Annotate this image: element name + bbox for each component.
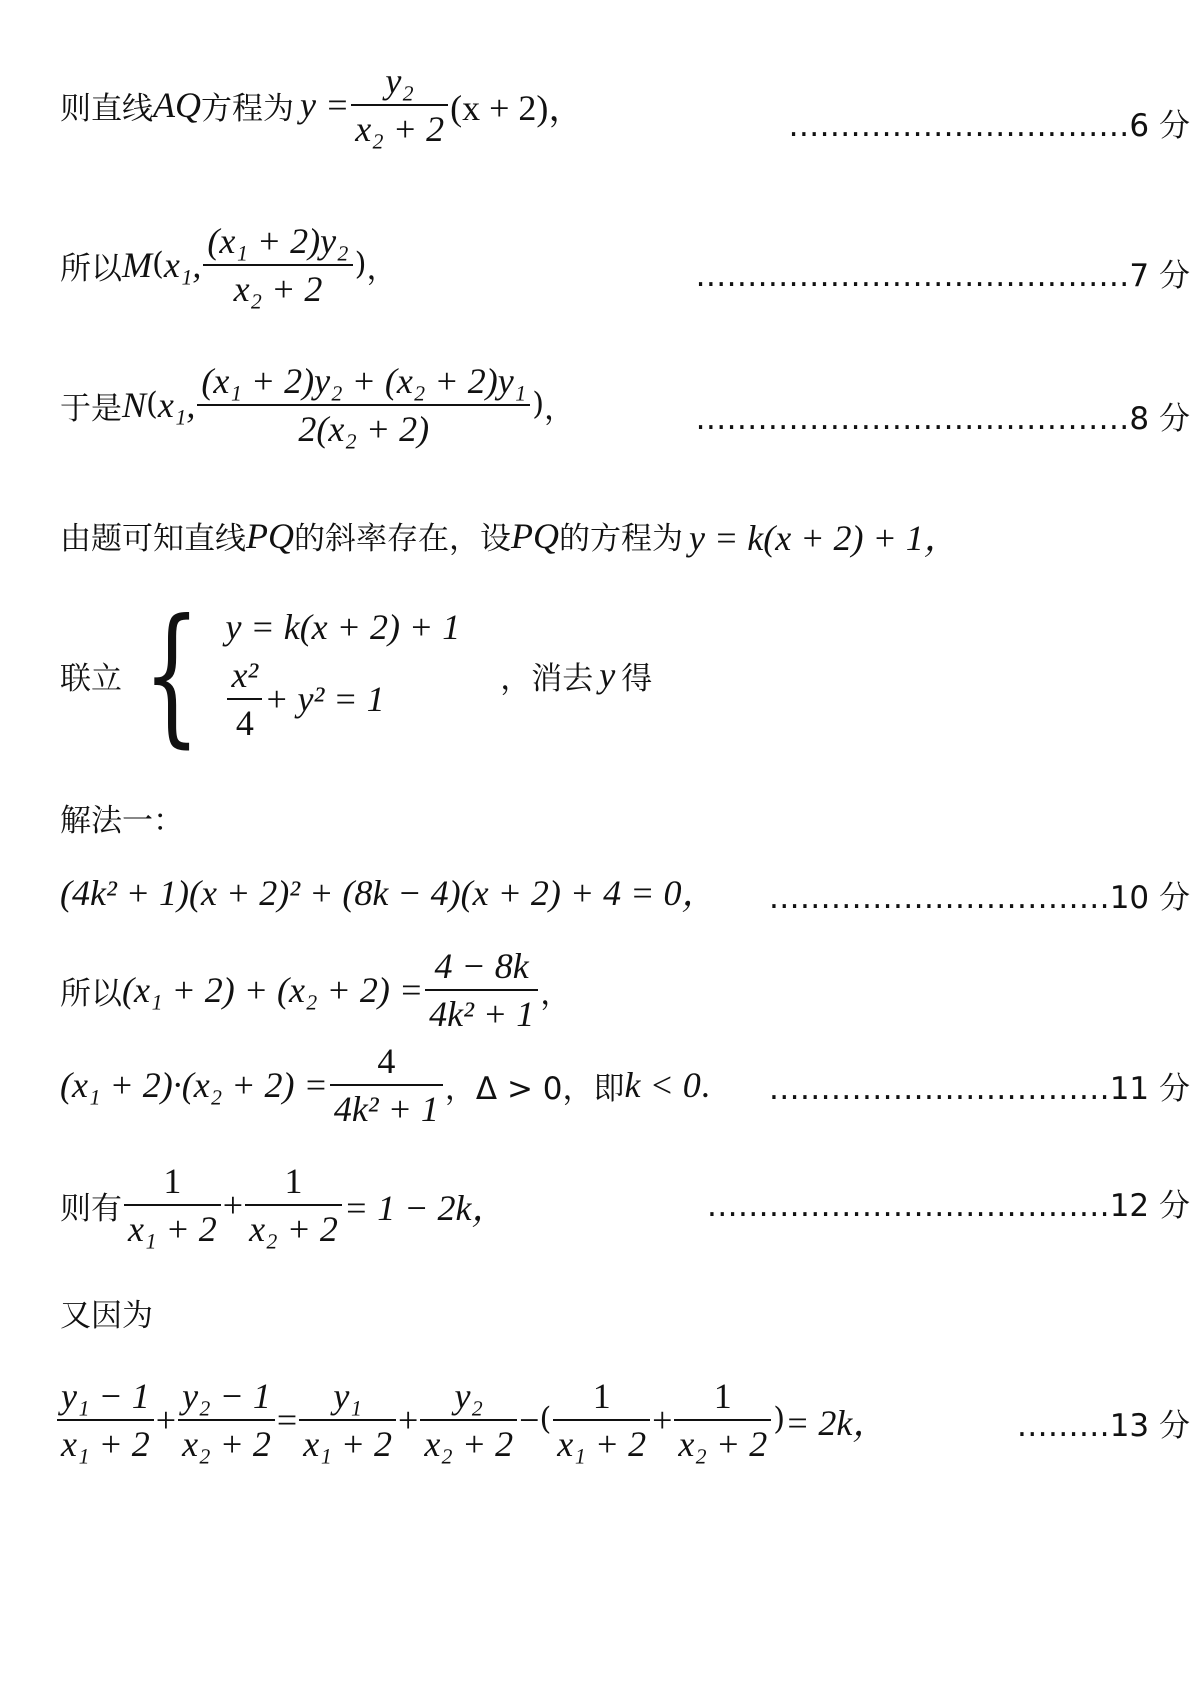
fraction-numerator: y₂ — [351, 60, 448, 106]
math: + — [222, 1185, 244, 1225]
line-product — [60, 1040, 710, 1130]
fraction-numerator: 4 — [330, 1040, 443, 1086]
fraction-numerator: 1 — [124, 1160, 221, 1206]
fraction-numerator: x² — [227, 654, 262, 700]
score-7: ……………………………………7 分 — [695, 258, 1190, 294]
fraction — [197, 360, 530, 450]
score-8: ……………………………………8 分 — [695, 401, 1190, 437]
fraction — [124, 1160, 221, 1250]
math: PQ — [511, 515, 559, 556]
fraction-denominator: x₂ + 2 — [249, 1209, 338, 1249]
math: y = k(x + 2) + 1， — [689, 518, 960, 558]
text: 则直线 — [60, 90, 153, 127]
math: (4k² + 1)(x + 2)² + (8k − 4)(x + 2) + 4 = 0， — [60, 873, 718, 913]
text: 得 — [621, 660, 653, 697]
paren-left: ( — [146, 386, 158, 422]
system-row — [225, 654, 460, 744]
text: 于是 — [60, 390, 122, 427]
text: 由题可知直线 — [60, 521, 246, 557]
fraction-numerator: y₂ − 1 — [178, 1375, 275, 1421]
text: 的方程为 — [559, 521, 683, 557]
fraction-denominator: x₁ + 2 — [61, 1424, 150, 1464]
line-reciprocal-sum — [60, 1160, 507, 1250]
math: + y² = 1 — [264, 679, 385, 719]
math: x₁, — [157, 385, 196, 425]
plus-sign: + — [398, 1400, 419, 1440]
fraction-numerator: y₁ − 1 — [57, 1375, 154, 1421]
score-11: ……………………………11 分 — [768, 1071, 1190, 1107]
fraction — [425, 945, 538, 1035]
math: = 1 − 2k， — [343, 1187, 508, 1228]
score-6: ……………………………6 分 — [788, 108, 1190, 144]
paren-left: ( — [539, 1401, 552, 1437]
system-rows — [225, 606, 460, 744]
math: AQ — [153, 85, 201, 125]
fraction-numerator: 1 — [674, 1375, 771, 1421]
line-system — [60, 588, 653, 762]
line-aq-equation — [60, 60, 584, 150]
fraction — [178, 1375, 275, 1465]
system-row — [225, 606, 460, 648]
equation-system — [122, 588, 461, 762]
fraction — [299, 1375, 396, 1465]
fraction — [420, 1375, 517, 1465]
line-point-m — [60, 220, 397, 310]
text: ，Δ > 0，即 — [444, 1070, 625, 1107]
text: ， — [540, 975, 572, 1012]
text: 所以 — [60, 975, 122, 1012]
math: (x + 2)， — [450, 87, 585, 128]
fraction — [674, 1375, 771, 1465]
math: k < 0 — [624, 1065, 701, 1105]
math: (x₁ + 2) + (x₂ + 2) = — [122, 970, 424, 1010]
text: ， — [544, 390, 576, 427]
fraction-numerator: 1 — [553, 1375, 650, 1421]
text: 方程为 — [201, 90, 294, 127]
paren-left: ( — [152, 246, 164, 282]
text: 联立 — [60, 660, 122, 697]
fraction-denominator: x₁ + 2 — [128, 1209, 217, 1249]
text: 又因为 — [60, 1298, 153, 1334]
score-10: ……………………………10 分 — [768, 880, 1190, 916]
fraction-denominator: x₁ + 2 — [303, 1424, 393, 1464]
fraction-denominator: 4 — [235, 703, 254, 743]
fraction — [227, 654, 262, 744]
plus-sign: + — [652, 1400, 673, 1440]
fraction-denominator: 2(x₂ + 2) — [298, 409, 430, 449]
fraction-denominator: x₁ + 2 — [557, 1424, 647, 1464]
math: y = k(x + 2) + 1 — [225, 607, 461, 647]
fraction — [330, 1040, 443, 1130]
text: 则有 — [60, 1190, 122, 1227]
fraction-numerator: (x₁ + 2)y₂ — [203, 220, 352, 266]
math: (x₁ + 2)·(x₂ + 2) = — [60, 1065, 328, 1105]
fraction — [553, 1375, 650, 1465]
math: PQ — [246, 515, 294, 556]
fraction — [245, 1160, 342, 1250]
math: . — [700, 1065, 710, 1105]
score-12: …………………………………12 分 — [706, 1188, 1190, 1224]
math: = 2k， — [785, 1402, 889, 1443]
text: 解法一： — [60, 803, 184, 839]
fraction — [351, 60, 448, 150]
fraction-numerator: y₁ — [299, 1375, 396, 1421]
paren-right: ) — [532, 386, 545, 422]
fraction-denominator: x₂ + 2 — [182, 1424, 271, 1464]
math: x₁, — [163, 245, 202, 285]
text: ， — [366, 250, 398, 287]
line-quadratic — [60, 865, 717, 916]
fraction-denominator: x₂ + 2 — [355, 109, 445, 149]
text: 的斜率存在，设 — [294, 521, 511, 557]
fraction-numerator: y₂ — [420, 1375, 517, 1421]
fraction-denominator: 4k² + 1 — [333, 1089, 439, 1129]
paren-right: ) — [354, 246, 367, 282]
equals-sign: = — [276, 1400, 298, 1440]
math: M — [122, 245, 152, 285]
score-13: ………13 分 — [1016, 1408, 1190, 1444]
line-pq-equation — [60, 510, 960, 561]
brace: { — [143, 588, 201, 762]
math: N — [122, 385, 147, 425]
plus-sign: + — [155, 1400, 177, 1440]
line-also-because — [60, 1290, 153, 1335]
text: 所以 — [60, 250, 122, 287]
method-one-heading — [60, 795, 184, 840]
paren-right: ) — [773, 1401, 786, 1437]
math: y = — [300, 85, 350, 125]
fraction-numerator: 4 − 8k — [425, 945, 538, 991]
minus-sign: − — [519, 1400, 540, 1440]
line-point-n — [60, 360, 575, 450]
line-slope-sum — [55, 1375, 888, 1465]
fraction-numerator: 1 — [245, 1160, 342, 1206]
math: y — [599, 655, 616, 695]
fraction — [203, 220, 352, 310]
fraction-denominator: x₂ + 2 — [678, 1424, 768, 1464]
fraction-numerator: (x₁ + 2)y₂ + (x₂ + 2)y₁ — [197, 360, 530, 406]
fraction — [57, 1375, 154, 1465]
text: ，消去 — [500, 660, 594, 697]
line-sum — [60, 945, 571, 1035]
fraction-denominator: x₂ + 2 — [233, 269, 323, 309]
fraction-denominator: 4k² + 1 — [429, 994, 535, 1034]
fraction-denominator: x₂ + 2 — [424, 1424, 514, 1464]
